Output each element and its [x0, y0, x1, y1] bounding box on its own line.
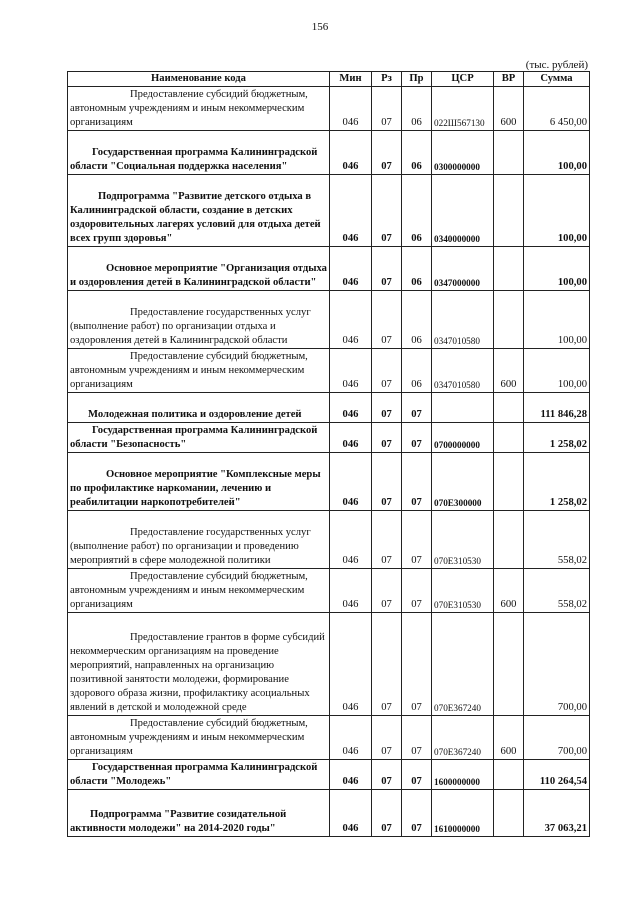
row-csr: 070Е300000 — [432, 453, 494, 511]
row-name: Основное мероприятие "Организация отдыха и оздоровления детей в Калининградской области" — [68, 247, 330, 291]
row-rz: 07 — [372, 87, 402, 131]
row-pr: 07 — [402, 453, 432, 511]
row-sum: 100,00 — [524, 175, 590, 247]
row-rz: 07 — [372, 716, 402, 760]
row-pr: 06 — [402, 291, 432, 349]
row-min: 046 — [330, 760, 372, 790]
row-vr — [494, 423, 524, 453]
row-rz: 07 — [372, 453, 402, 511]
table-row — [68, 247, 590, 291]
row-min: 046 — [330, 175, 372, 247]
row-vr: 600 — [494, 87, 524, 131]
row-rz: 07 — [372, 569, 402, 613]
row-min: 046 — [330, 453, 372, 511]
table-row — [68, 393, 590, 423]
row-csr: 0300000000 — [432, 131, 494, 175]
row-sum: 6 450,00 — [524, 87, 590, 131]
row-name: Предоставление субсидий бюджетным, автономным учреждениям и иным некоммерческим организациям — [68, 87, 330, 131]
header-sum: Сумма — [524, 72, 590, 87]
row-csr: 070Е367240 — [432, 613, 494, 716]
row-min: 046 — [330, 393, 372, 423]
row-sum: 700,00 — [524, 716, 590, 760]
row-pr: 07 — [402, 423, 432, 453]
row-rz: 07 — [372, 613, 402, 716]
table-row — [68, 453, 590, 511]
row-sum: 1 258,02 — [524, 453, 590, 511]
table-header-row — [68, 72, 590, 87]
table-row — [68, 349, 590, 393]
row-rz: 07 — [372, 291, 402, 349]
row-sum: 100,00 — [524, 291, 590, 349]
row-csr: 0347010580 — [432, 291, 494, 349]
row-rz: 07 — [372, 175, 402, 247]
row-vr — [494, 393, 524, 423]
row-vr — [494, 247, 524, 291]
row-name: Предоставление государственных услуг (выполнение работ) по организации и проведению мероприятий в сфере молодежной политики — [68, 511, 330, 569]
row-name: Предоставление субсидий бюджетным, автономным учреждениям и иным некоммерческим организациям — [68, 716, 330, 760]
row-vr — [494, 760, 524, 790]
row-min: 046 — [330, 511, 372, 569]
row-csr: 070Е367240 — [432, 716, 494, 760]
row-min: 046 — [330, 569, 372, 613]
row-sum: 100,00 — [524, 349, 590, 393]
header-csr: ЦСР — [432, 72, 494, 87]
row-vr — [494, 790, 524, 837]
row-min: 046 — [330, 613, 372, 716]
row-vr: 600 — [494, 569, 524, 613]
row-pr: 07 — [402, 613, 432, 716]
row-sum: 111 846,28 — [524, 393, 590, 423]
row-name: Предоставление субсидий бюджетным, автономным учреждениям и иным некоммерческим организациям — [68, 349, 330, 393]
row-csr: 0347010580 — [432, 349, 494, 393]
row-vr — [494, 511, 524, 569]
table-row — [68, 569, 590, 613]
row-pr: 06 — [402, 87, 432, 131]
row-vr — [494, 453, 524, 511]
row-sum: 110 264,54 — [524, 760, 590, 790]
table-row — [68, 175, 590, 247]
row-csr: 1610000000 — [432, 790, 494, 837]
row-min: 046 — [330, 423, 372, 453]
row-sum: 700,00 — [524, 613, 590, 716]
table-row — [68, 790, 590, 837]
row-rz: 07 — [372, 423, 402, 453]
row-sum: 37 063,21 — [524, 790, 590, 837]
row-min: 046 — [330, 349, 372, 393]
row-pr: 06 — [402, 247, 432, 291]
row-min: 046 — [330, 716, 372, 760]
row-min: 046 — [330, 247, 372, 291]
row-name: Предоставление субсидий бюджетным, автономным учреждениям и иным некоммерческим организациям — [68, 569, 330, 613]
row-min: 046 — [330, 790, 372, 837]
row-name: Подпрограмма "Развитие созидательной активности молодежи" на 2014-2020 годы" — [68, 790, 330, 837]
row-rz: 07 — [372, 760, 402, 790]
row-pr: 07 — [402, 790, 432, 837]
units-label: (тыс. рублей) — [525, 59, 588, 71]
row-sum: 100,00 — [524, 247, 590, 291]
row-min: 046 — [330, 291, 372, 349]
row-csr: 0340000000 — [432, 175, 494, 247]
row-rz: 07 — [372, 349, 402, 393]
table-row — [68, 511, 590, 569]
row-csr: 070Е310530 — [432, 511, 494, 569]
page-number: 156 — [311, 21, 329, 33]
row-vr — [494, 613, 524, 716]
row-pr: 07 — [402, 569, 432, 613]
row-vr — [494, 131, 524, 175]
budget-table — [67, 71, 590, 837]
table-row — [68, 613, 590, 716]
row-name: Государственная программа Калининградской области "Безопасность" — [68, 423, 330, 453]
row-pr: 06 — [402, 175, 432, 247]
row-vr — [494, 291, 524, 349]
table-row — [68, 716, 590, 760]
row-name: Государственная программа Калининградской области "Молодежь" — [68, 760, 330, 790]
row-pr: 07 — [402, 393, 432, 423]
row-pr: 06 — [402, 131, 432, 175]
row-rz: 07 — [372, 393, 402, 423]
row-csr — [432, 393, 494, 423]
table-row — [68, 131, 590, 175]
row-name: Государственная программа Калининградской области "Социальная поддержка населения" — [68, 131, 330, 175]
row-min: 046 — [330, 131, 372, 175]
table-row — [68, 423, 590, 453]
table-row — [68, 87, 590, 131]
row-sum: 100,00 — [524, 131, 590, 175]
row-vr: 600 — [494, 716, 524, 760]
row-rz: 07 — [372, 790, 402, 837]
row-pr: 07 — [402, 511, 432, 569]
row-csr: 1600000000 — [432, 760, 494, 790]
row-sum: 1 258,02 — [524, 423, 590, 453]
header-pr: Пр — [402, 72, 432, 87]
row-rz: 07 — [372, 247, 402, 291]
row-sum: 558,02 — [524, 569, 590, 613]
row-name: Подпрограмма "Развитие детского отдыха в Калининградской области, создание в детских оздоровительных лагерях условий для отдыха детей всех групп здоровья" — [68, 175, 330, 247]
header-rz: Рз — [372, 72, 402, 87]
table-row — [68, 760, 590, 790]
table-row — [68, 291, 590, 349]
row-vr: 600 — [494, 349, 524, 393]
row-rz: 07 — [372, 511, 402, 569]
header-vr: ВР — [494, 72, 524, 87]
row-csr: 022Ш567130 — [432, 87, 494, 131]
row-sum: 558,02 — [524, 511, 590, 569]
row-min: 046 — [330, 87, 372, 131]
row-pr: 06 — [402, 349, 432, 393]
header-min: Мин — [330, 72, 372, 87]
header-name: Наименование кода — [68, 72, 330, 87]
row-name: Предоставление грантов в форме субсидий некоммерческим организациям на проведение мероприятий, направленных на организацию позитивной занятости молодежи, формирование здорового образа жизни, профилактику асоциальных явлений в детской и молодежной среде — [68, 613, 330, 716]
row-vr — [494, 175, 524, 247]
row-csr: 070Е310530 — [432, 569, 494, 613]
row-csr: 0347000000 — [432, 247, 494, 291]
row-rz: 07 — [372, 131, 402, 175]
row-name: Основное мероприятие "Комплексные меры по профилактике наркомании, лечению и реабилитации наркопотребителей" — [68, 453, 330, 511]
row-pr: 07 — [402, 760, 432, 790]
row-name: Молодежная политика и оздоровление детей — [68, 393, 330, 423]
row-csr: 0700000000 — [432, 423, 494, 453]
row-pr: 07 — [402, 716, 432, 760]
row-name: Предоставление государственных услуг (выполнение работ) по организации отдыха и оздоровления детей в Калининградской области — [68, 291, 330, 349]
